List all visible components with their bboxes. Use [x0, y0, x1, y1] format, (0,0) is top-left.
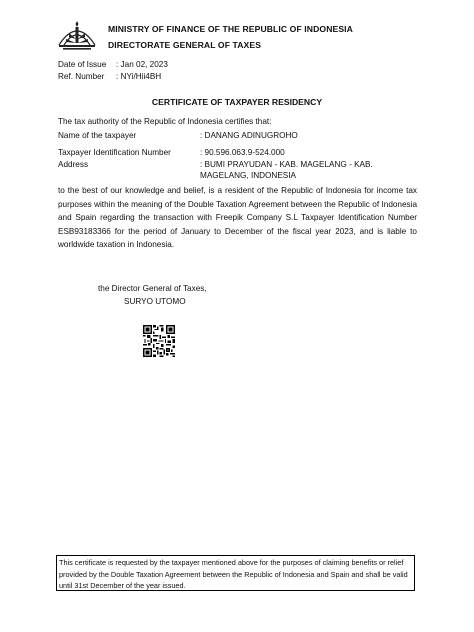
ref-number-value: : NYi/Hii4BH: [116, 72, 162, 81]
ministry-emblem-icon: [55, 15, 99, 55]
document-title: CERTIFICATE OF TAXPAYER RESIDENCY: [151, 97, 323, 107]
org-name-line2: DIRECTORATE GENERAL OF TAXES: [108, 40, 262, 50]
field-label: Name of the taxpayer: [58, 131, 137, 140]
field-label: Taxpayer Identification Number: [58, 148, 171, 157]
date-of-issue-value: : Jan 02, 2023: [116, 60, 168, 69]
signatory-title: the Director General of Taxes,: [98, 284, 207, 293]
date-of-issue-label: Date of Issue: [58, 60, 107, 69]
org-name-line1: MINISTRY OF FINANCE OF THE REPUBLIC OF INDONESIA: [108, 24, 353, 34]
qr-code-icon: [143, 325, 175, 357]
certification-body: to the best of our knowledge and belief, is a resident of the Republic of Indonesia for income tax purposes within the meaning of the Double Taxation Agreement between the Republic of Indonesia and Spain regarding the transaction with Freepik Company S.L Taxpayer Identification Number ESB93183366 for the period of January to December of the fiscal year 2023, and is liable to worldwide taxation in Indonesia.: [58, 186, 417, 250]
field-value: : BUMI PRAYUDAN - KAB. MAGELANG - KAB. MAGELANG, INDONESIA: [200, 160, 373, 180]
ref-number-row: [58, 72, 161, 81]
field-label: Address: [58, 160, 89, 169]
ref-number-label: Ref. Number: [58, 72, 105, 81]
date-of-issue-row: [58, 60, 168, 69]
signatory-name: SURYO UTOMO: [124, 297, 186, 306]
field-value: : 90.596.063.9-524.000: [200, 148, 285, 157]
intro-text: The tax authority of the Republic of Indonesia certifies that:: [58, 117, 272, 126]
field-value: : DANANG ADINUGROHO: [200, 131, 298, 140]
validity-footer-note: This certificate is requested by the taxpayer mentioned above for the purposes of claiming benefits or relief provided by the Double Taxation Agreement between the Republic of Indonesia and Spain and shall be valid until 31st December of the year issued.: [56, 555, 415, 591]
